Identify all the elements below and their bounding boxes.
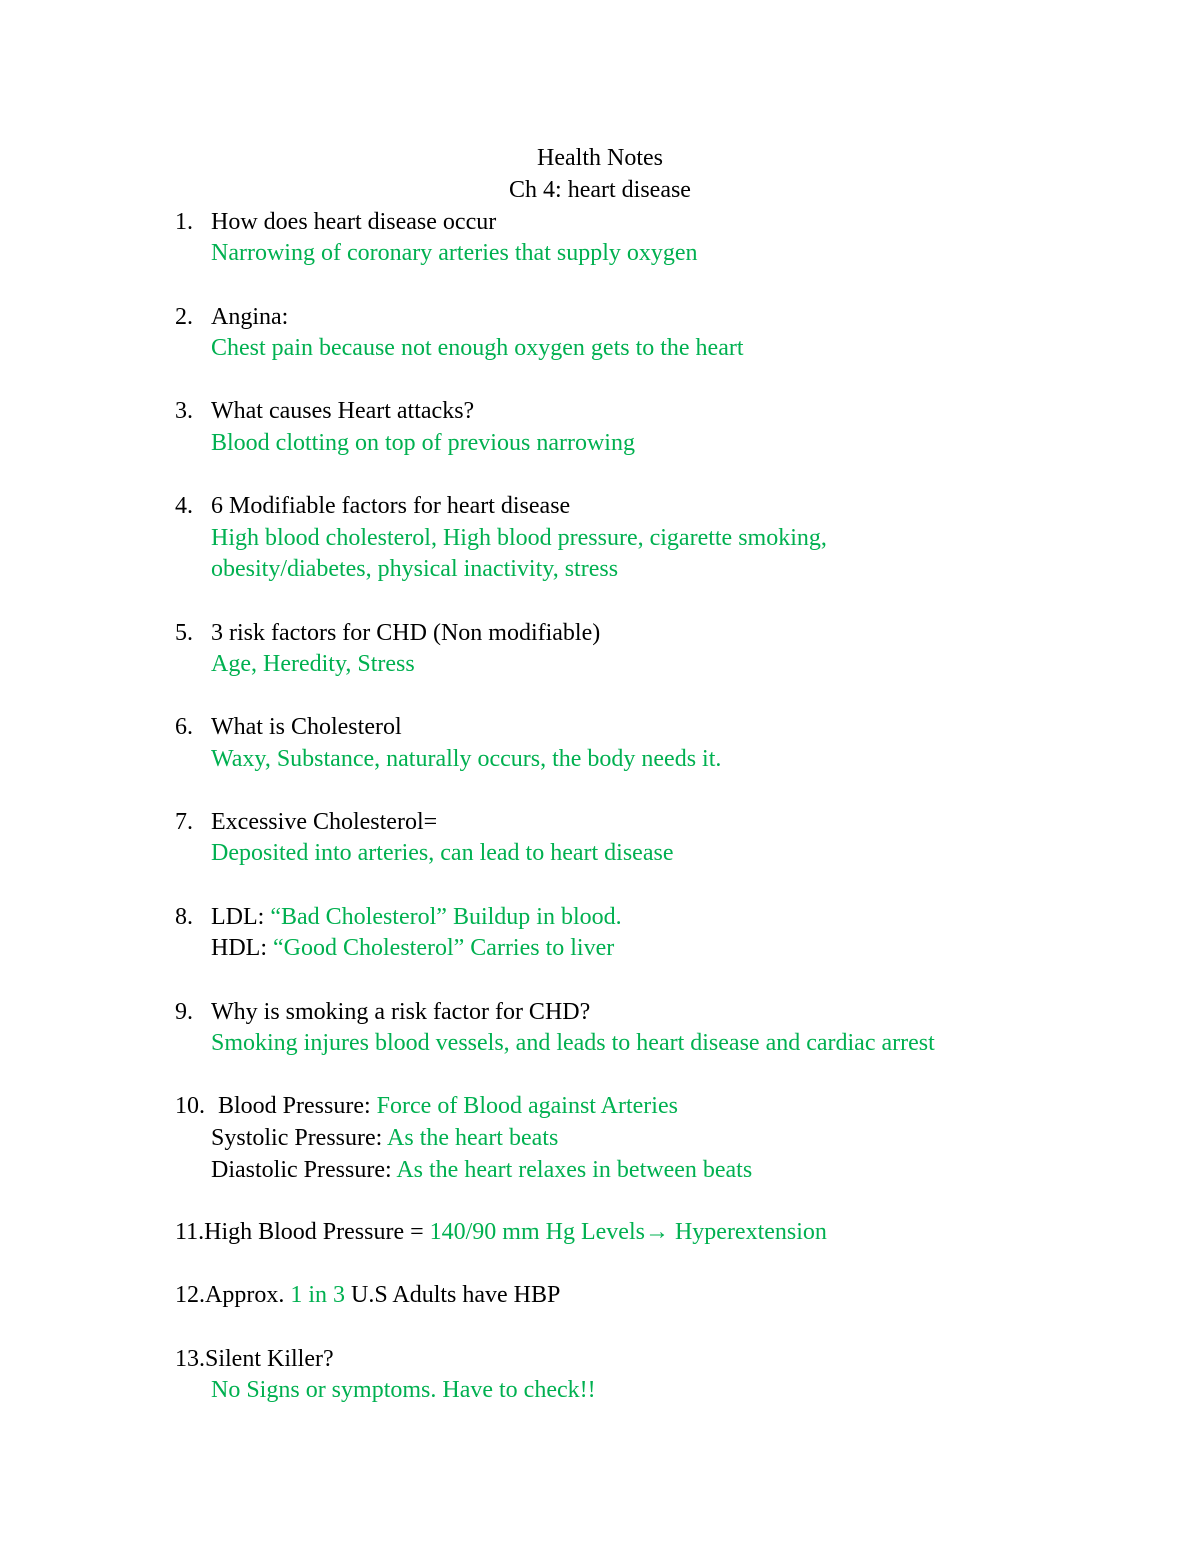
hdl-line bbox=[211, 932, 614, 964]
item-number: 11. bbox=[175, 1219, 205, 1245]
item-answer: High blood cholesterol, High blood pressure, cigarette smoking, bbox=[211, 525, 827, 551]
item-answer: Chest pain because not enough oxygen gets to the heart bbox=[211, 335, 744, 361]
bp-answer: Force of Blood against Arteries bbox=[376, 1093, 678, 1119]
ldl-line bbox=[211, 901, 622, 933]
item-question: How does heart disease occur bbox=[211, 209, 497, 235]
diastolic-answer: As the heart relaxes in between beats bbox=[396, 1157, 753, 1183]
item-answer: Deposited into arteries, can lead to heart disease bbox=[211, 840, 674, 866]
hbp-answer-2: Hyperextension bbox=[674, 1219, 827, 1245]
systolic-label: Systolic Pressure: bbox=[211, 1125, 383, 1151]
item-question: What is Cholesterol bbox=[211, 714, 402, 740]
hbp-label: High Blood Pressure = bbox=[204, 1219, 424, 1245]
item-number: 12. bbox=[175, 1282, 205, 1308]
approx-rest: U.S Adults have HBP bbox=[351, 1282, 561, 1308]
item-question: 3 risk factors for CHD (Non modifiable) bbox=[211, 620, 601, 646]
item-question: Angina: bbox=[211, 304, 289, 330]
item-number: 1. bbox=[175, 209, 193, 235]
bp-label: Blood Pressure: bbox=[218, 1093, 371, 1119]
diastolic-line bbox=[211, 1154, 752, 1186]
diastolic-label: Diastolic Pressure: bbox=[211, 1157, 392, 1183]
item-number: 7. bbox=[175, 809, 193, 835]
item-number: 9. bbox=[175, 999, 193, 1025]
bp-line bbox=[218, 1090, 678, 1122]
item-number: 5. bbox=[175, 620, 193, 646]
ldl-label: LDL: bbox=[211, 904, 265, 930]
ldl-text: “Bad Cholesterol” Buildup in blood. bbox=[270, 904, 622, 930]
hbp-answer: 140/90 mm Hg Levels bbox=[429, 1219, 645, 1245]
item-answer: Blood clotting on top of previous narrowing bbox=[211, 430, 635, 456]
systolic-line bbox=[211, 1122, 558, 1154]
approx-label: Approx. bbox=[205, 1282, 285, 1308]
systolic-answer: As the heart beats bbox=[387, 1125, 559, 1151]
item-question: What causes Heart attacks? bbox=[211, 398, 475, 424]
item-number: 4. bbox=[175, 493, 193, 519]
right-arrow-icon: → bbox=[644, 1219, 669, 1245]
item-question: Why is smoking a risk factor for CHD? bbox=[211, 999, 591, 1025]
item-answer: Smoking injures blood vessels, and leads to heart disease and cardiac arrest bbox=[211, 1030, 935, 1056]
item-answer: Waxy, Substance, naturally occurs, the body needs it. bbox=[211, 746, 722, 772]
document-title: Health Notes bbox=[537, 145, 663, 171]
item-answer: Age, Heredity, Stress bbox=[211, 651, 415, 677]
approx-answer: 1 in 3 bbox=[290, 1282, 345, 1308]
item-number: 6. bbox=[175, 714, 193, 740]
item-number: 3. bbox=[175, 398, 193, 424]
item-number: 2. bbox=[175, 304, 193, 330]
document-subtitle: Ch 4: heart disease bbox=[509, 177, 691, 203]
item-number: 10. bbox=[175, 1093, 205, 1119]
item-answer: obesity/diabetes, physical inactivity, stress bbox=[211, 556, 619, 582]
item-number-13 bbox=[175, 1343, 334, 1375]
item-question: Excessive Cholesterol= bbox=[211, 809, 438, 835]
item-number-12 bbox=[175, 1279, 560, 1311]
item-question: Silent Killer? bbox=[205, 1346, 334, 1372]
item-number-11 bbox=[175, 1216, 827, 1248]
item-number: 13. bbox=[175, 1346, 205, 1372]
hdl-text: “Good Cholesterol” Carries to liver bbox=[273, 935, 615, 961]
item-answer: Narrowing of coronary arteries that supply oxygen bbox=[211, 240, 698, 266]
item-answer: No Signs or symptoms. Have to check!! bbox=[211, 1377, 596, 1403]
item-question: 6 Modifiable factors for heart disease bbox=[211, 493, 571, 519]
item-number: 8. bbox=[175, 904, 193, 930]
hdl-label: HDL: bbox=[211, 935, 267, 961]
